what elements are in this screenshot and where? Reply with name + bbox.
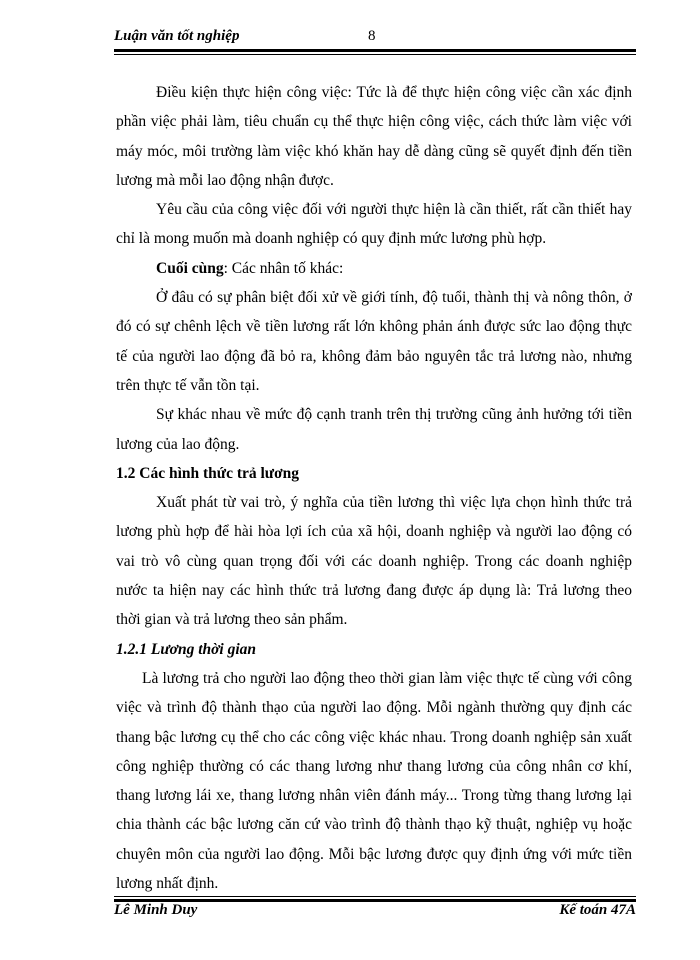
section-heading-1-2-1: 1.2.1 Lương thời gian xyxy=(116,640,257,658)
footer-class: Kế toán 47A xyxy=(559,902,636,918)
header-title: Luận văn tốt nghiệp xyxy=(114,28,240,44)
other-factors-label: Cuối cùng xyxy=(156,259,224,277)
page-number: 8 xyxy=(368,28,376,44)
paragraph-work-requirements: Yêu cầu của công việc đối với người thực hiện là cần thiết, rất cần thiết hay chỉ là mong muốn mà doanh nghiệp có quy định mức lương phù hợp. xyxy=(116,201,632,248)
header-rule-thick xyxy=(114,49,636,52)
footer-author: Lê Minh Duy xyxy=(114,902,198,918)
page-header xyxy=(114,28,636,50)
paragraph-time-wage: Là lương trả cho người lao động theo thời gian làm việc thực tế cùng với công việc và trình độ thành thạo của người lao động. Mỗi ngành thường quy định các thang bậc lương cụ thể cho các công việc khác nhau. Trong doanh nghiệp sản xuất công nghiệp thường có các thang lương như thang lương của công nhân cơ khí, thang lương lái xe, thang lương nhân viên đánh máy... Trong từng thang lương lại chia thành các bậc lương căn cứ vào trình độ thành thạo kỹ thuật, nghiệp vụ hoặc chuyên môn của người lao động. Mỗi bậc lương được quy định ứng với mức tiền lương nhất định. xyxy=(116,669,632,893)
paragraph-other-factors xyxy=(116,254,632,283)
paragraph-competition: Sự khác nhau về mức độ cạnh tranh trên thị trường cũng ảnh hưởng tới tiền lương của lao động. xyxy=(116,406,632,453)
paragraph-work-conditions: Điều kiện thực hiện công việc: Tức là để thực hiện công việc cần xác định phần việc phải làm, tiêu chuẩn cụ thể thực hiện công việc, cách thức làm việc với máy móc, môi trường làm việc khó khăn hay dễ dàng cũng sẽ quyết định đến tiền lương mà mỗi lao động nhận được. xyxy=(116,84,632,189)
other-factors-text: : Các nhân tố khác: xyxy=(223,259,344,277)
paragraph-discrimination: Ở đâu có sự phân biệt đối xử về giới tính, độ tuổi, thành thị và nông thôn, ở đó có sự chênh lệch về tiền lương rất lớn không phản ánh được sức lao động thực tế của người lao động đã bỏ ra, không đảm bảo nguyên tắc trả lương nào, nhưng trên thực tế vẫn tồn tại. xyxy=(116,289,632,394)
page-footer xyxy=(114,902,636,924)
document-body xyxy=(116,78,632,898)
footer-rule-thin xyxy=(114,896,636,897)
paragraph-payment-forms: Xuất phát từ vai trò, ý nghĩa của tiền lương thì việc lựa chọn hình thức trả lương phù hợp để hài hòa lợi ích của xã hội, doanh nghiệp và người lao động có vai trò vô cùng quan trọng đối với các doanh nghiệp. Trong các doanh nghiệp nước ta hiện nay các hình thức trả lương đang được áp dụng là: Trả lương theo thời gian và trả lương theo sản phẩm. xyxy=(116,494,632,629)
header-rule-thin xyxy=(114,54,636,55)
section-heading-1-2: 1.2 Các hình thức trả lương xyxy=(116,464,300,482)
